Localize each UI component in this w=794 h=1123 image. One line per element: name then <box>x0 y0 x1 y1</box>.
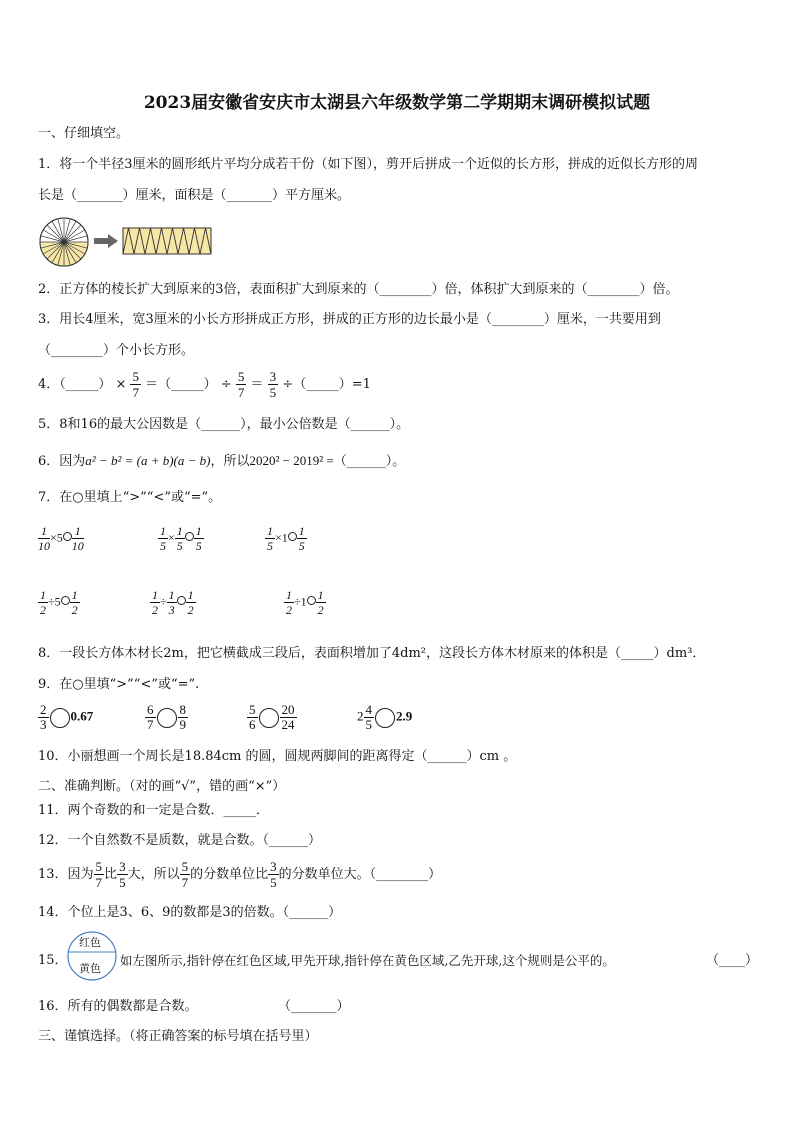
question-4 <box>38 369 371 400</box>
spinner-red-label: 红色 <box>79 936 101 949</box>
question-12: 12．一个自然数不是质数，就是合数。（______） <box>38 833 322 848</box>
question-1-line-1: 1．将一个半径3厘米的圆形纸片平均分成若干份（如下图），剪开后拼成一个近似的长方形，拼成的近似长方形的周 <box>38 157 699 172</box>
q6-formula: a² − b² = (a + b)(a − b) <box>85 453 211 468</box>
q4-blank-1: （_____） <box>59 377 112 392</box>
section-2-heading: 二、准确判断。（对的画“√”，错的画“×”） <box>38 779 286 794</box>
section-1-heading: 一、仔细填空。 <box>38 126 130 141</box>
question-16: 16．所有的偶数都是合数。 <box>38 999 198 1014</box>
q4-fraction-1: $\frac{5}{7}$ <box>132 369 139 400</box>
question-6 <box>38 452 405 471</box>
q4-end: =1 <box>351 377 371 392</box>
q4-fraction-3: $\frac{3}{5}$ <box>269 369 277 400</box>
q4-equals: ＝ <box>145 377 159 392</box>
question-1-line-2: 长是（_______）厘米，面积是（_______）平方厘米。 <box>38 188 351 203</box>
q4-blank-3: （_____） <box>293 377 352 392</box>
q4-number: 4． <box>38 377 60 392</box>
question-15-number: 15． <box>38 953 68 968</box>
question-3-line-1: 3．用长4厘米，宽3厘米的小长方形拼成正方形，拼成的正方形的边长最小是（________）厘米，一共要用到 <box>38 312 661 327</box>
q13-bi: 比 <box>104 867 118 882</box>
q6-blank: （______）。 <box>333 454 406 469</box>
section-3-heading: 三、谨慎选择。（将正确答案的标号填在括号里） <box>38 1029 318 1044</box>
q4-divide: ÷ <box>220 377 232 392</box>
question-9: 9．在○里填“>”“<”或“=”. <box>38 677 200 692</box>
q4-fraction-2: $\frac{5}{7}$ <box>237 369 245 400</box>
q13-fraction-3: $\frac{5}{7}$ <box>181 859 189 890</box>
question-5: 5．8和16的最大公因数是（______），最小公倍数是（______）。 <box>38 417 410 432</box>
q6-prefix: 6．因为 <box>38 454 86 469</box>
compare-circle-icon[interactable] <box>157 708 177 728</box>
q4-divide-2: ÷ <box>282 377 294 392</box>
q13-mid: 大，所以 <box>127 867 180 882</box>
arrow-icon <box>94 234 118 248</box>
q13-fraction-2: $\frac{3}{5}$ <box>119 859 126 890</box>
compare-circle-icon[interactable] <box>61 596 70 605</box>
q13-prefix: 13．因为 <box>38 867 94 882</box>
compare-circle-icon[interactable] <box>307 596 316 605</box>
q7-item-1-1: $\frac{1}{10}$ ×5 $\frac{1}{10}$ <box>38 524 84 553</box>
q9-item-3: $\frac{5}{6}$ $\frac{20}{24}$ <box>249 702 295 732</box>
q6-mid: ，所以 <box>210 454 250 469</box>
question-7: 7．在○里填上“>”“<”或“=”。 <box>38 490 222 505</box>
q7-item-2-2: $\frac{1}{2}$ ÷ $\frac{1}{3}$ $\frac{1}{2}$ <box>152 588 194 617</box>
q7-item-1-3: $\frac{1}{5}$ ×1 $\frac{1}{5}$ <box>267 524 305 553</box>
question-8: 8．一段长方体木材长2m，把它横截成三段后，表面积增加了4dm²，这段长方体木材原来的体积是（_____）dm³． <box>38 646 706 661</box>
q4-blank-2: （_____） <box>158 377 217 392</box>
q7-item-1-2: $\frac{1}{5}$ × $\frac{1}{5}$ $\frac{1}{5}$ <box>160 524 202 553</box>
compare-circle-icon[interactable] <box>185 532 194 541</box>
q13-fraction-1: $\frac{5}{7}$ <box>95 859 103 890</box>
q9-item-2: $\frac{6}{7}$ $\frac{8}{9}$ <box>147 702 186 732</box>
question-10: 10．小丽想画一个周长是18.84cm 的圆，圆规两脚间的距离得定（______）cm 。 <box>38 749 517 764</box>
question-14: 14．个位上是3、6、9的数都是3的倍数。（______） <box>38 905 342 920</box>
question-16-blank: （_______） <box>278 999 350 1014</box>
approx-rectangle-icon <box>123 228 211 254</box>
q6-expression: 2020² − 2019² = <box>249 453 334 468</box>
question-15-blank: （____） <box>706 953 759 968</box>
q13-mid-2: 的分数单位比 <box>190 867 269 882</box>
question-11: 11．两个奇数的和一定是合数．_____． <box>38 803 270 818</box>
circle-to-rectangle-figure <box>38 216 218 272</box>
page-title: 2023届安徽省安庆市太湖县六年级数学第二学期期末调研模拟试题 <box>143 93 651 113</box>
compare-circle-icon[interactable] <box>375 708 395 728</box>
question-3-line-2: （________）个小长方形。 <box>38 343 195 358</box>
q7-item-2-3: $\frac{1}{2}$ ÷1 $\frac{1}{2}$ <box>286 588 324 617</box>
sectored-circle-icon <box>40 218 88 266</box>
q7-item-2-1: $\frac{1}{2}$ ÷5 $\frac{1}{2}$ <box>40 588 78 617</box>
compare-circle-icon[interactable] <box>50 708 70 728</box>
q9-item-4: 2 $\frac{4}{5}$ 2.9 <box>357 702 413 732</box>
compare-circle-icon[interactable] <box>63 532 72 541</box>
q9-item-1: $\frac{2}{3}$ 0.67 <box>40 702 94 732</box>
question-2: 2．正方体的棱长扩大到原来的3倍，表面积扩大到原来的（________）倍，体积扩大到原来的（________）倍。 <box>38 282 679 297</box>
spinner-diagram <box>66 930 118 982</box>
question-13 <box>38 859 441 890</box>
q4-times: × <box>115 377 127 392</box>
q4-equals-2: ＝ <box>250 377 264 392</box>
compare-circle-icon[interactable] <box>177 596 186 605</box>
q13-fraction-4: $\frac{3}{5}$ <box>270 859 277 890</box>
compare-circle-icon[interactable] <box>288 532 297 541</box>
compare-circle-icon[interactable] <box>259 708 279 728</box>
spinner-yellow-label: 黄色 <box>79 962 101 975</box>
question-15-text: 如左图所示,指针停在红色区域,甲先开球,指针停在黄色区域,乙先开球,这个规则是公平的。 <box>120 953 615 968</box>
q13-end: 的分数单位大。（________） <box>278 867 442 882</box>
